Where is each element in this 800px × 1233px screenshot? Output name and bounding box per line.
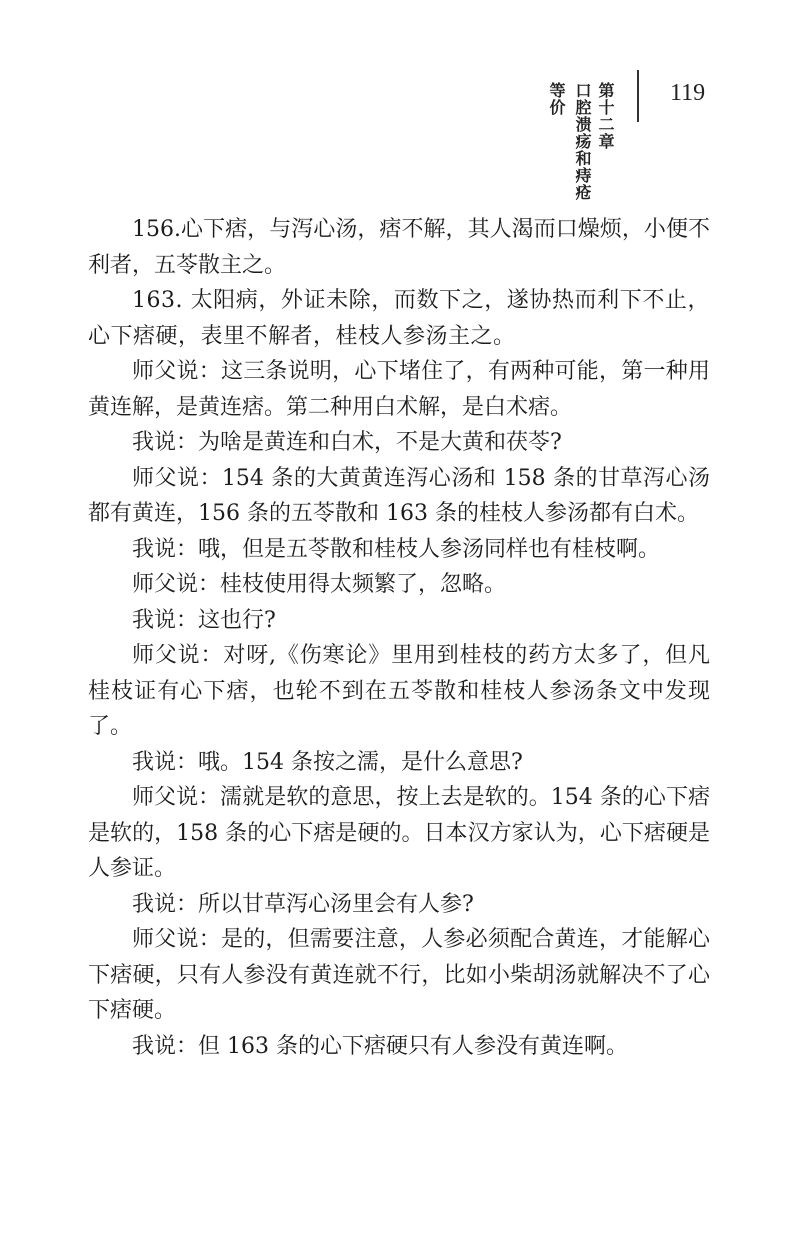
paragraph: 我说：这也行? — [132, 607, 276, 633]
paragraph: 我说：为啥是黄连和白术，不是大黄和茯苓? — [132, 430, 562, 455]
paragraph: 师父说：桂枝使用得太频繁了，忽略。 — [132, 572, 507, 597]
page-header — [0, 0, 800, 210]
paragraph: 师父说：对呀,《伤寒论》里用到桂枝的药方太多了，但凡桂枝证有心下痞，也轮不到在五苓散和桂枝人参汤条文中发现了。 — [88, 643, 710, 739]
body-text — [88, 212, 710, 1064]
paragraph: 我说：哦，但是五苓散和桂枝人参汤同样也有桂枝啊。 — [132, 536, 661, 562]
paragraph: 师父说：154 条的大黄黄连泻心汤和 158 条的甘草泻心汤都有黄连，156 条的五苓散和 163 条的桂枝人参汤都有白术。 — [88, 465, 710, 526]
paragraph-clause-163: 163. 太阳病，外证未除，而数下之，遂协热而利下不止，心下痞硬，表里不解者，桂枝人参汤主之。 — [88, 288, 710, 349]
paragraph: 我说：哦。154 条按之濡，是什么意思? — [132, 749, 523, 775]
paragraph: 师父说：是的，但需要注意，人参必须配合黄连，才能解心下痞硬，只有人参没有黄连就不行，比如小柴胡汤就解决不了心下痞硬。 — [88, 927, 710, 1023]
chapter-title: 口腔溃疡和痔疮 — [573, 82, 592, 201]
paragraph-clause-156: 156.心下痞，与泻心汤，痞不解，其人渴而口燥烦，小便不利者，五苓散主之。 — [88, 217, 710, 278]
paragraph: 师父说：这三条说明，心下堵住了，有两种可能，第一种用黄连解，是黄连痞。第二种用白术解，是白术痞。 — [88, 359, 710, 420]
paragraph: 我说：所以甘草泻心汤里会有人参? — [132, 891, 474, 917]
page-number: 119 — [670, 80, 706, 106]
chapter-title-continued: 等价 — [547, 82, 566, 116]
chapter-number: 第十二章 — [596, 82, 615, 150]
paragraph: 我说：但 163 条的心下痞硬只有人参没有黄连啊。 — [132, 1033, 628, 1059]
header-divider — [637, 70, 639, 122]
paragraph: 师父说：濡就是软的意思，按上去是软的。154 条的心下痞是软的，158 条的心下痞是硬的。日本汉方家认为，心下痞硬是人参证。 — [88, 785, 710, 881]
